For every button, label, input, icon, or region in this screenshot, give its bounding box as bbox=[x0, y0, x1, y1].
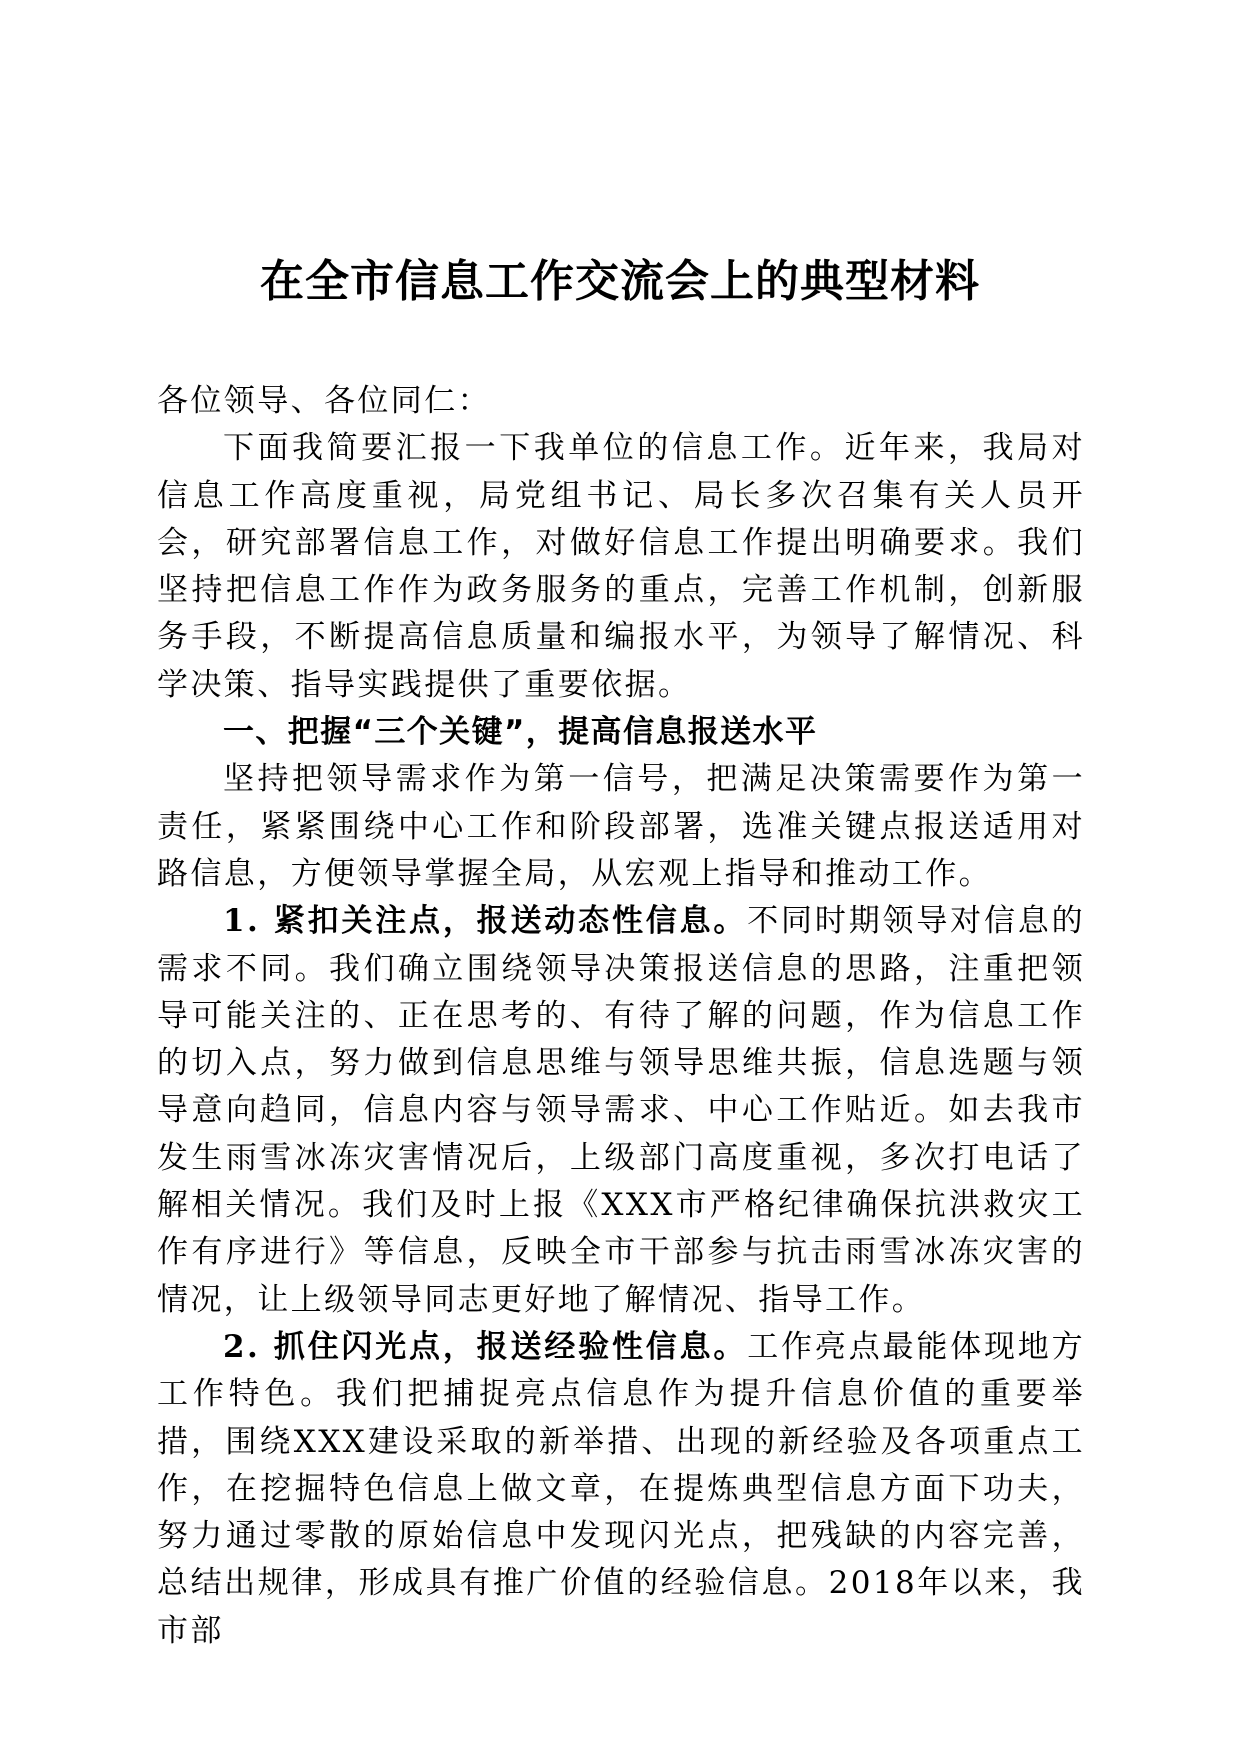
intro-paragraph: 下面我简要汇报一下我单位的信息工作。近年来，我局对信息工作高度重视，局党组书记、局长多次召集有关人员开会，研究部署信息工作，对做好信息工作提出明确要求。我们坚持把信息工作作为政务服务的重点，完善工作机制，创新服务手段，不断提高信息质量和编报水平，为领导了解情况、科学决策、指导实践提供了重要依据。 bbox=[157, 430, 1085, 703]
document-body bbox=[157, 378, 1085, 1655]
section-1-item-1 bbox=[157, 898, 1085, 1324]
section-1-heading: 一、把握“三个关键”，提高信息报送水平 bbox=[223, 714, 818, 751]
salutation: 各位领导、各位同仁： bbox=[157, 383, 491, 419]
item-1-text: 不同时期领导对信息的需求不同。我们确立围绕领导决策报送信息的思路，注重把领导可能关注的、正在思考的、有待了解的问题，作为信息工作的切入点，努力做到信息思维与领导思维共振，信息选题与领导意向趋同，信息内容与领导需求、中心工作贴近。如去我市发生雨雪冰冻灾害情况后，上级部门高度重视，多次打电话了解相关情况。我们及时上报《XXX市严格纪律确保抗洪救灾工作有序进行》等信息，反映全市干部参与抗击雨雪冰冻灾害的情况，让上级领导同志更好地了解情况、指导工作。 bbox=[157, 903, 1085, 1318]
section-1-item-2 bbox=[157, 1324, 1085, 1655]
item-2-lead: 2. 抓住闪光点，报送经验性信息。 bbox=[223, 1328, 748, 1365]
item-1-lead: 1. 紧扣关注点，报送动态性信息。 bbox=[223, 903, 748, 940]
document-title: 在全市信息工作交流会上的典型材料 bbox=[260, 256, 980, 307]
section-1-intro: 坚持把领导需求作为第一信号，把满足决策需要作为第一责任，紧紧围绕中心工作和阶段部署，选准关键点报送适用对路信息，方便领导掌握全局，从宏观上指导和推动工作。 bbox=[157, 761, 1085, 892]
item-2-text: 工作亮点最能体现地方工作特色。我们把捕捉亮点信息作为提升信息价值的重要举措，围绕XXX建设采取的新举措、出现的新经验及各项重点工作，在挖掘特色信息上做文章，在提炼典型信息方面下功夫，努力通过零散的原始信息中发现闪光点，把残缺的内容完善，总结出规律，形成具有推广价值的经验信息。2018年以来，我市部 bbox=[157, 1328, 1085, 1649]
